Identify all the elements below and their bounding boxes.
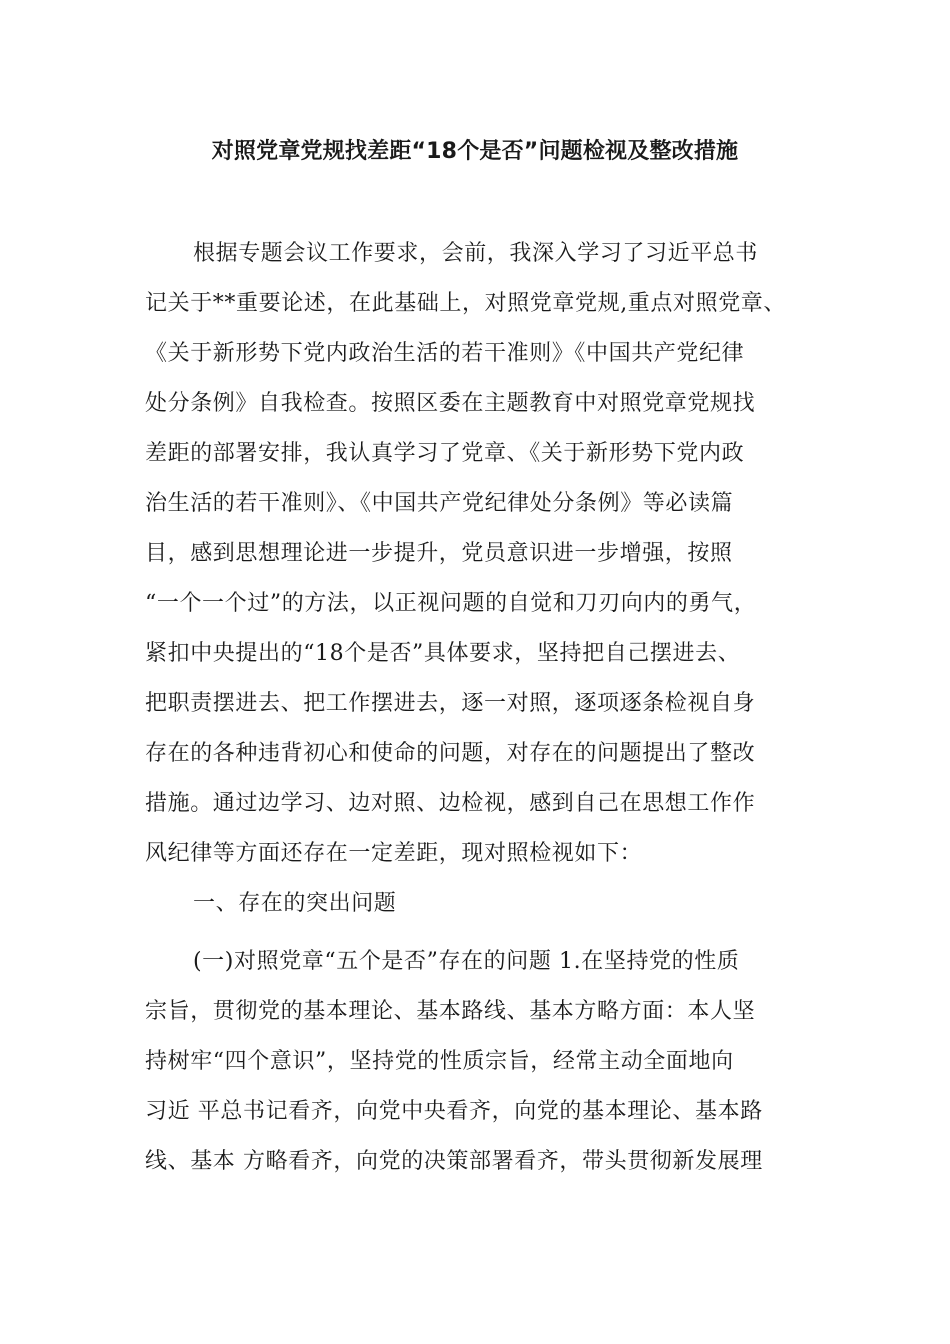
paragraph-line: 记关于**重要论述，在此基础上，对照党章党规,重点对照党章、 bbox=[145, 291, 786, 316]
section-heading: 一、存在的突出问题 bbox=[193, 891, 397, 916]
paragraph-line: 处分条例》自我检查。按照区委在主题教育中对照党章党规找 bbox=[145, 391, 756, 416]
paragraph-line: “一个一个过”的方法，以正视问题的自觉和刀刃向内的勇气， bbox=[145, 591, 757, 616]
paragraph-line: 差距的部署安排，我认真学习了党章、《关于新形势下党内政 bbox=[145, 441, 745, 466]
paragraph-line: 宗旨，贯彻党的基本理论、基本路线、基本方略方面：本人坚 bbox=[145, 999, 756, 1024]
paragraph-line: (一)对照党章“五个是否”存在的问题 1.在坚持党的性质 bbox=[193, 949, 740, 974]
paragraph-line: 把职责摆进去、把工作摆进去，逐一对照，逐项逐条检视自身 bbox=[145, 691, 756, 716]
paragraph-line: 治生活的若干准则》、《中国共产党纪律处分条例》等必读篇 bbox=[145, 491, 734, 516]
paragraph-line: 措施。通过边学习、边对照、边检视，感到自己在思想工作作 bbox=[145, 791, 756, 816]
paragraph-line: 《关于新形势下党内政治生活的若干准则》《中国共产党纪律 bbox=[145, 341, 745, 366]
paragraph-line: 紧扣中央提出的“18个是否”具体要求，坚持把自己摆进去、 bbox=[145, 641, 741, 666]
paragraph-line: 根据专题会议工作要求，会前，我深入学习了习近平总书 bbox=[193, 241, 759, 266]
paragraph-line: 习近 平总书记看齐，向党中央看齐，向党的基本理论、基本路 bbox=[145, 1099, 763, 1124]
document-title: 对照党章党规找差距“18个是否”问题检视及整改措施 bbox=[211, 139, 739, 164]
paragraph-line: 存在的各种违背初心和使命的问题，对存在的问题提出了整改 bbox=[145, 741, 756, 766]
paragraph-line: 风纪律等方面还存在一定差距，现对照检视如下： bbox=[145, 841, 643, 866]
paragraph-line: 目，感到思想理论进一步提升，党员意识进一步增强，按照 bbox=[145, 541, 733, 566]
paragraph-line: 线、基本 方略看齐，向党的决策部署看齐，带头贯彻新发展理 bbox=[145, 1149, 763, 1174]
paragraph-line: 持树牢“四个意识”，坚持党的性质宗旨，经常主动全面地向 bbox=[145, 1049, 734, 1074]
